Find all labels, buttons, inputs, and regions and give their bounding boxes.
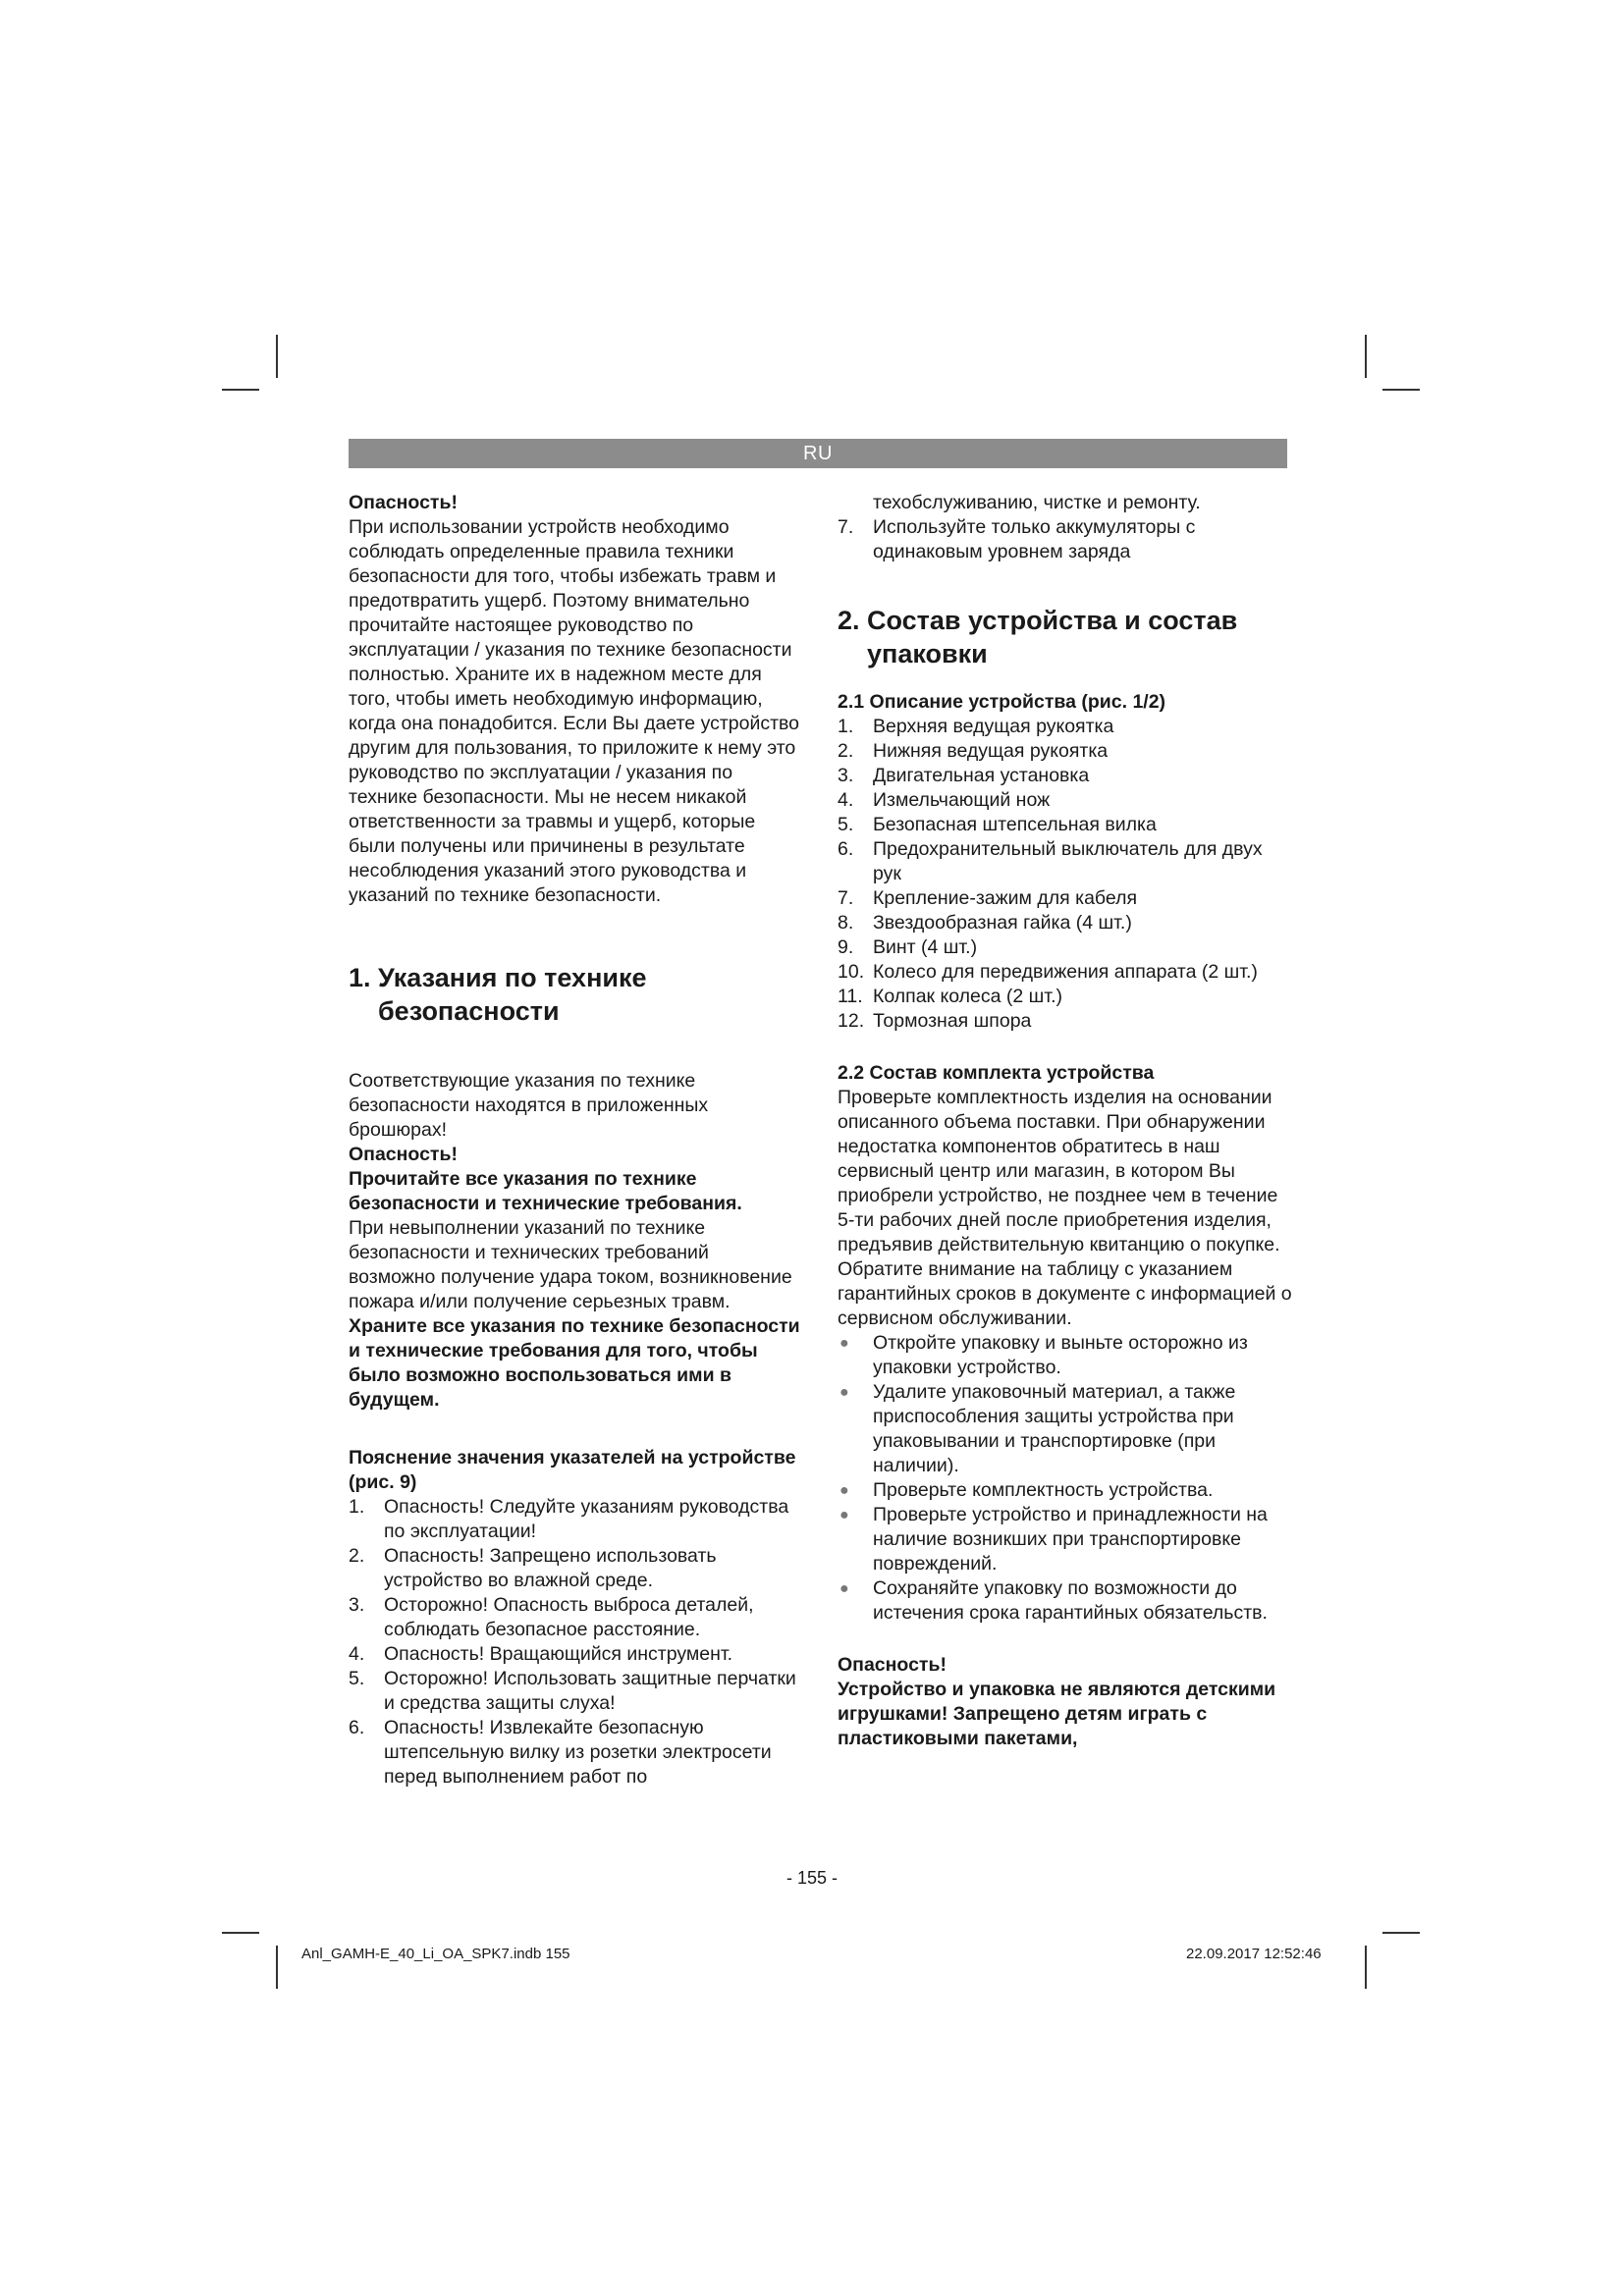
list-item: 9. Винт (4 шт.): [838, 936, 978, 958]
crop-mark-top-left-v: [276, 335, 278, 378]
list-item: ● Проверьте комплектность устройства.: [839, 1479, 1214, 1501]
list-item: 6. Опасность! Извлекайте безопасную штепсельную вилку из розетки электросети перед выполнением работ по: [349, 1717, 772, 1788]
danger-bold-paragraph-3: Устройство и упаковка не являются детскими игрушками! Запрещено детям играть с пластиковыми пакетами,: [838, 1679, 1276, 1749]
list-item: 3. Двигательная установка: [838, 765, 1090, 786]
danger-title: Опасность!: [349, 492, 458, 513]
crop-mark-bottom-right-v: [1365, 1946, 1367, 1989]
bullet-icon: ●: [839, 1335, 849, 1352]
print-datetime: 22.09.2017 12:52:46: [1186, 1946, 1322, 1962]
file-name: Anl_GAMH-E_40_Li_OA_SPK7.indb 155: [301, 1946, 570, 1962]
list-item: 6. Предохранительный выключатель для двух рук: [838, 838, 1263, 884]
signs-title: Пояснение значения указателей на устройстве (рис. 9): [349, 1447, 796, 1493]
list-item: ● Сохраняйте упаковку по возможности до истечения срока гарантийных обязательств.: [839, 1577, 1268, 1624]
list-item: 8. Звездообразная гайка (4 шт.): [838, 912, 1132, 934]
list-item: 4. Измельчающий нож: [838, 789, 1051, 811]
list-item: 3. Осторожно! Опасность выброса деталей, соблюдать безопасное расстояние.: [349, 1594, 754, 1640]
list-item: 7. Крепление-зажим для кабеля: [838, 887, 1138, 909]
parts-list: [838, 715, 1294, 1034]
danger-title-3: Опасность!: [838, 1654, 947, 1676]
danger-paragraph: При использовании устройств необходимо соблюдать определенные правила техники безопасности для того, чтобы избежать травм и предотвратить ущерб. Поэтому внимательно прочитайте настоящее руководство по эксплуатации / указания по технике безопасности полностью. Храните их в надежном месте для того, чтобы иметь необходимую информацию, когда она понадобится. Если Вы даете устройство другим для пользования, то приложите к нему это руководство по эксплуатации / указания по технике безопасности. Мы не несем никакой ответственности за травмы и ущерб, которые были получены или причинены в результате несоблюдения указаний этого руководства и указаний по технике безопасности.: [349, 516, 800, 906]
bullet-icon: ●: [839, 1507, 849, 1523]
list-item: 2. Опасность! Запрещено использовать устройство во влажной среде.: [349, 1545, 717, 1591]
list-item: 12. Тормозная шпора: [838, 1010, 1032, 1032]
bullet-icon: ●: [839, 1482, 849, 1499]
list-item: ● Удалите упаковочный материал, а также приспособления защиты устройства при упаковывании и транспортировке (при наличии).: [839, 1381, 1236, 1476]
checklist: [838, 1331, 1294, 1626]
list-item: 2. Нижняя ведущая рукоятка: [838, 740, 1109, 762]
crop-mark-bottom-right-h: [1382, 1932, 1420, 1934]
list-item: 7. Используйте только аккумуляторы с одинаковым уровнем заряда: [838, 516, 1196, 562]
page-number: - 155 -: [785, 1868, 839, 1888]
crop-mark-bottom-left-h: [222, 1932, 259, 1934]
crop-mark-bottom-left-v: [276, 1946, 278, 1989]
bullet-icon: ●: [839, 1580, 849, 1597]
list-item: 11. Колпак колеса (2 шт.): [838, 986, 1062, 1007]
list-item: ● Проверьте устройство и принадлежности на наличие возникших при транспортировке повреждений.: [839, 1504, 1268, 1575]
intro-paragraph: Соответствующие указания по технике безопасности находятся в приложенных брошюрах!: [349, 1070, 709, 1141]
crop-mark-top-right-h: [1382, 389, 1420, 391]
left-column: [349, 491, 800, 1789]
danger-paragraph-2: При невыполнении указаний по технике безопасности и технических требований возможно получение удара током, возникновение пожара и/или получение серьезных травм. Храните все указания по технике безопасности и технические требования для того, чтобы было возможно воспользоваться ими в будущем.: [349, 1217, 800, 1411]
crop-mark-top-right-v: [1365, 335, 1367, 378]
bullet-icon: ●: [839, 1384, 849, 1401]
continued-list: [838, 515, 1294, 564]
continued-text: техобслуживанию, чистке и ремонту.: [873, 492, 1201, 513]
list-item: 10. Колесо для передвижения аппарата (2 шт.): [838, 961, 1258, 983]
language-header-bar: [349, 439, 1287, 468]
section-2-heading: 2. Состав устройства и состав упаковки: [838, 606, 1238, 668]
list-item: 5. Безопасная штепсельная вилка: [838, 814, 1157, 835]
signs-list: [349, 1495, 800, 1789]
list-item: 5. Осторожно! Использовать защитные перчатки и средства защиты слуха!: [349, 1668, 796, 1714]
danger-title-2: Опасность!: [349, 1144, 458, 1165]
subsection-2-1-title: 2.1 Описание устройства (рис. 1/2): [838, 691, 1166, 713]
section-1-heading: 1. Указания по технике безопасности: [349, 963, 647, 1026]
right-column: [838, 491, 1294, 1751]
crop-mark-top-left-h: [222, 389, 259, 391]
list-item: 4. Опасность! Вращающийся инструмент.: [349, 1643, 733, 1665]
list-item: 1. Верхняя ведущая рукоятка: [838, 716, 1114, 737]
danger-bold-paragraph: Прочитайте все указания по технике безопасности и технические требования.: [349, 1168, 742, 1214]
subsection-2-2-title: 2.2 Состав комплекта устройства: [838, 1062, 1155, 1084]
list-item: 1. Опасность! Следуйте указаниям руководства по эксплуатации!: [349, 1496, 789, 1542]
language-code: RU: [803, 443, 833, 464]
subsection-2-2-paragraph: Проверьте комплектность изделия на основании описанного объема поставки. При обнаружении недостатка компонентов обратитесь в наш сервисный центр или магазин, в котором Вы приобрели устройство, не позднее чем в течение 5-ти рабочих дней после приобретения изделия, предъявив действительную квитанцию о покупке. Обратите внимание на таблицу с указанием гарантийных сроков в документе с информацией о сервисном обслуживании.: [838, 1087, 1292, 1329]
list-item: ● Откройте упаковку и выньте осторожно из упаковки устройство.: [839, 1332, 1248, 1378]
